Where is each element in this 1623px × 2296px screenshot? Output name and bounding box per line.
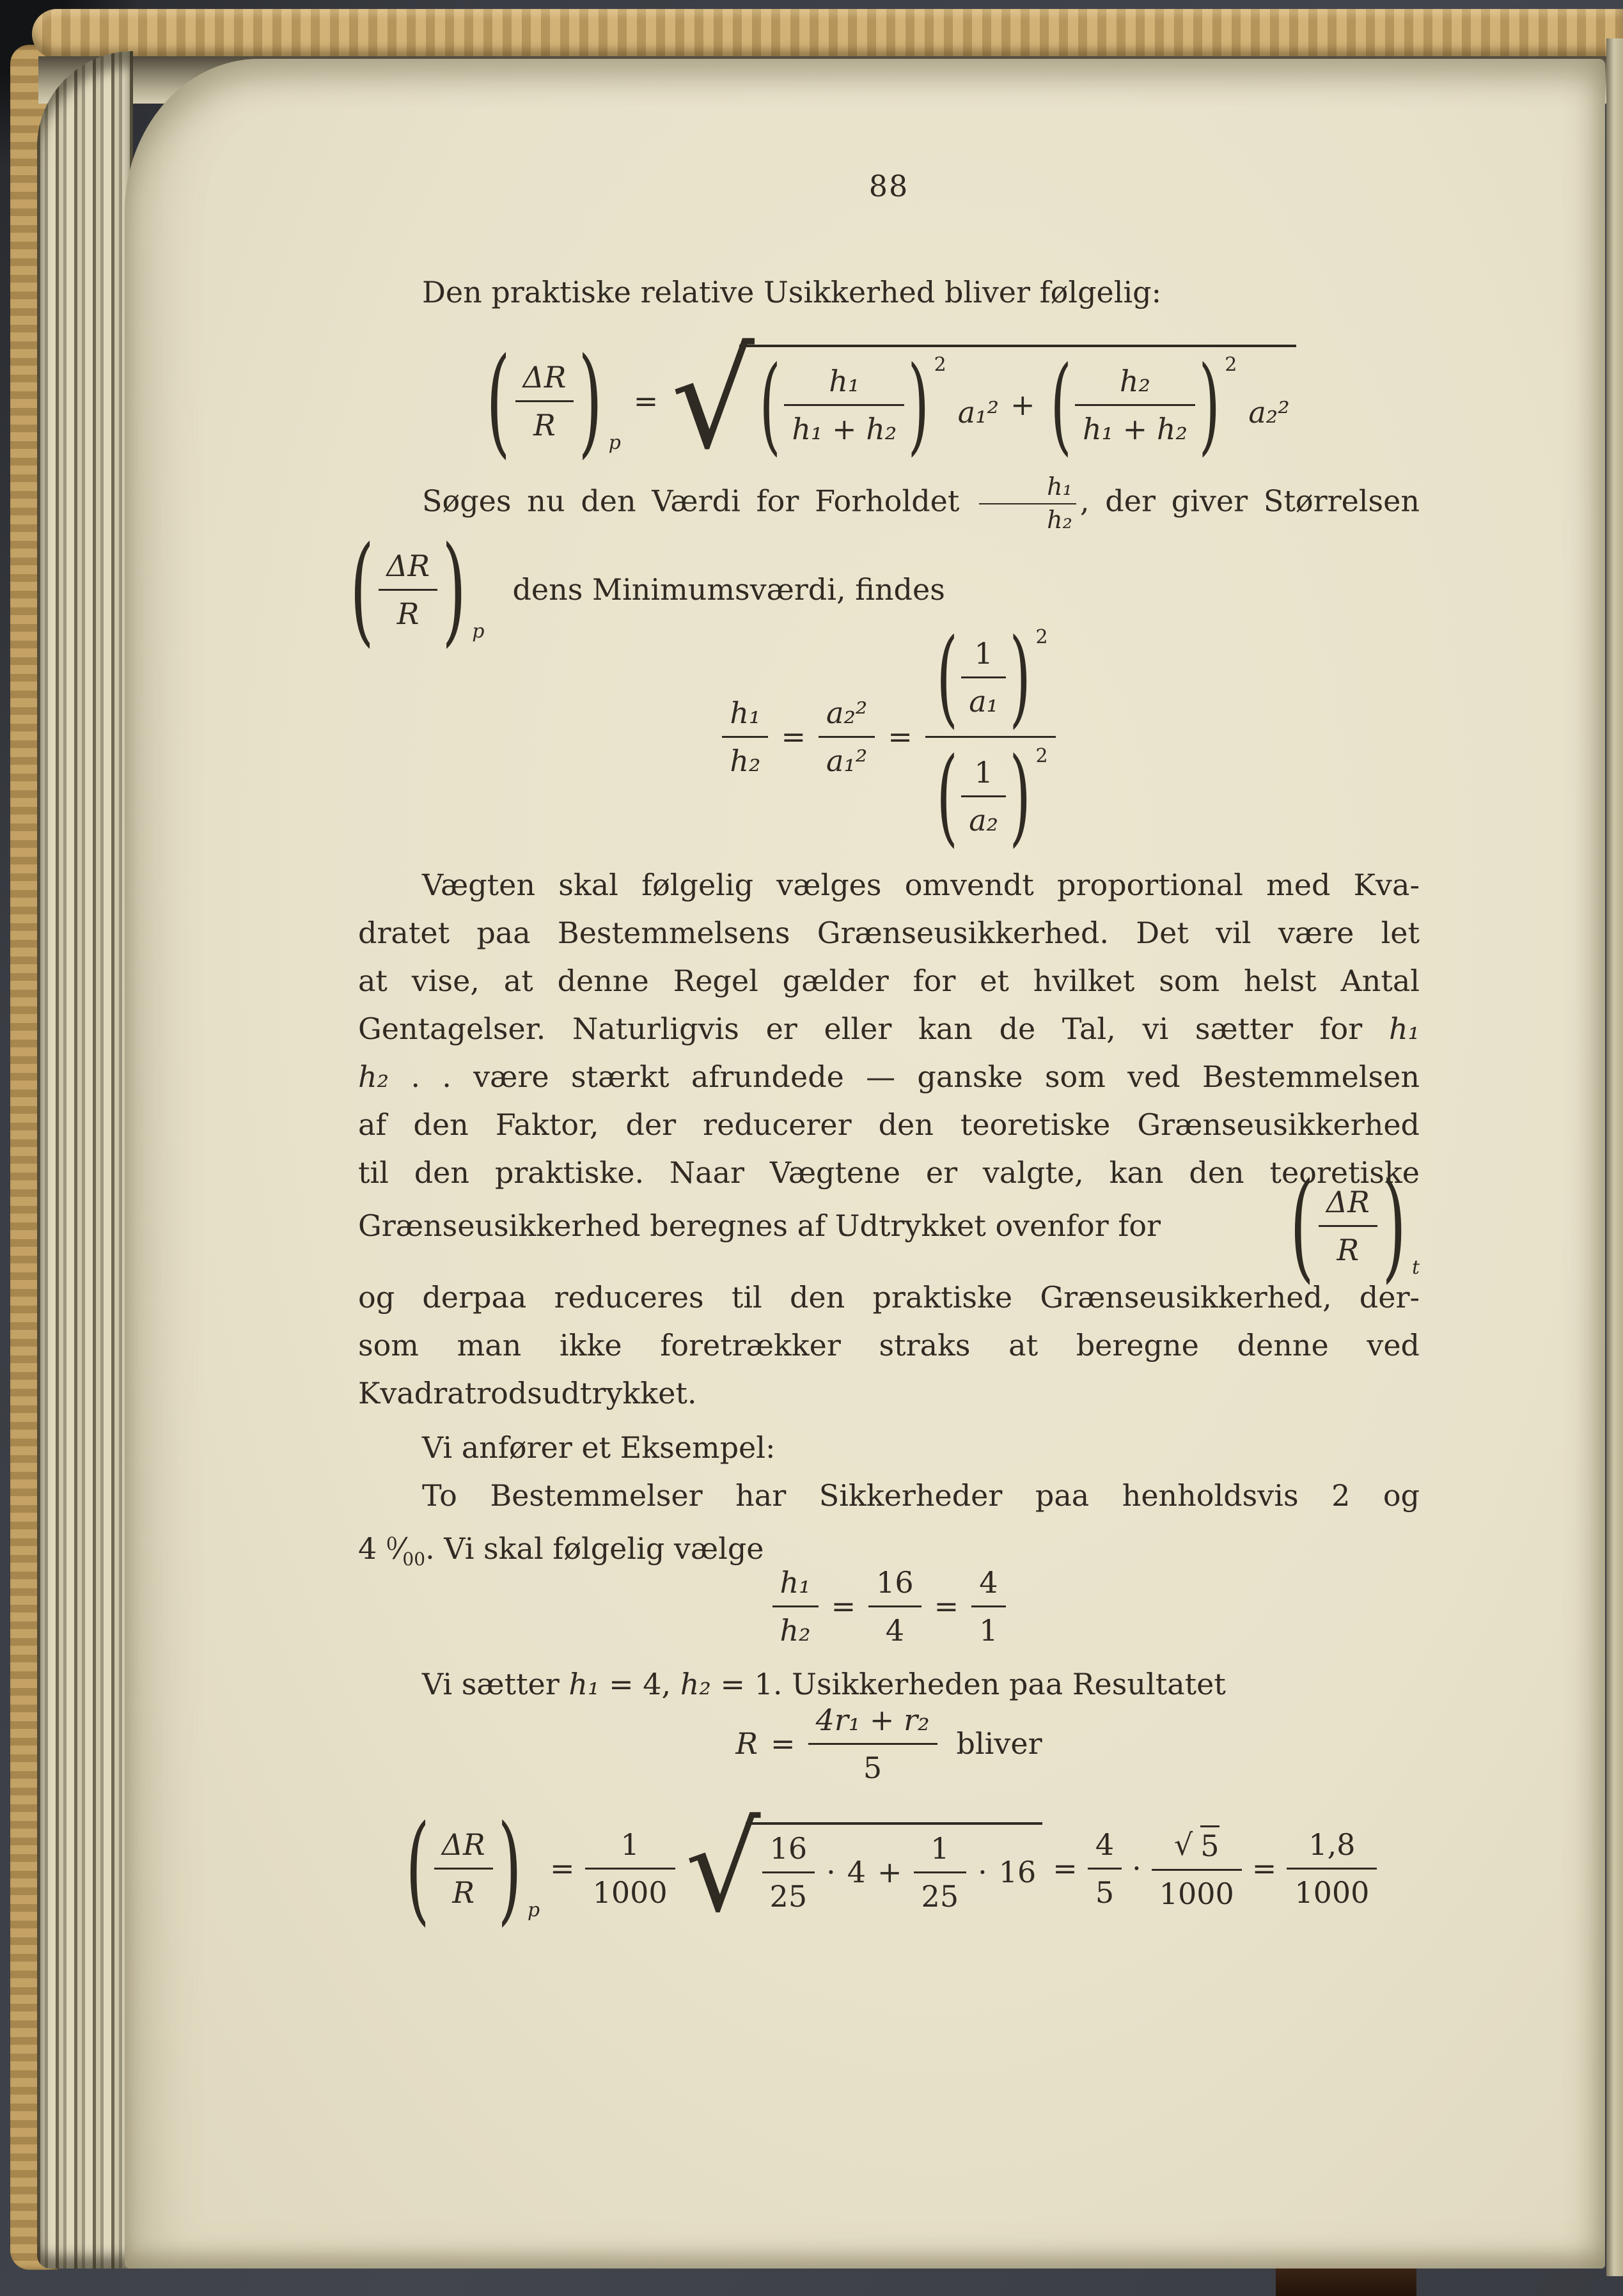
left-paren: ( [350,520,374,659]
variable-h1: h₁ [1388,1011,1420,1046]
minimum-value-text: dens Minimumsværdi, findes [512,572,945,607]
paragraph-line: Vægten skal følgelig vælges omvendt proportional med Kva- [422,868,1420,902]
denominator: 5 [1088,1868,1122,1911]
equals-sign: = [934,1589,959,1623]
denominator: R [434,1868,493,1911]
text-before-fraction: Søges nu den Værdi for Forholdet [422,483,960,519]
soges-line [358,472,1420,534]
left-paren: ( [759,343,781,466]
subscript-p: p [527,1898,540,1921]
text: Grænseusikkerhed beregnes af Udtrykket ovenfor for [358,1208,1161,1243]
variable-h1: h₁ [568,1667,600,1701]
numerator: h₁ [730,695,761,730]
variable-h2: h₂ [680,1667,711,1701]
paragraph-line: og derpaa reduceres til den praktiske Grænseusikkerhed, der- [358,1280,1420,1315]
left-paren: ( [486,331,511,470]
numerator: h₁ [780,1565,811,1600]
bliver-text: bliver [956,1726,1042,1761]
one-over-a2-group [933,734,1048,857]
numerator: a₂² [826,695,868,730]
denominator: h₁ + h₂ [1075,404,1195,448]
fraction-h1-h2 [722,694,768,779]
denominator: R [515,400,574,444]
variable-R: R [735,1726,758,1761]
dot-operator: · [1132,1851,1141,1886]
equals-sign: = [781,719,806,754]
fraction-16-4 [868,1564,921,1649]
fraction-a2sq-a1sq [819,694,875,779]
paragraph-line: af den Faktor, der reducerer den teoretiske Grænseusikkerhed [358,1107,1420,1142]
numerator: h₂ [1119,363,1150,398]
denominator: 25 [914,1871,967,1915]
right-paren: ) [578,331,603,470]
fraction-1-25 [914,1830,967,1915]
left-paren: ( [1290,1156,1314,1295]
radicand-5: 5 [1200,1825,1219,1863]
subscript-p: p [472,620,485,643]
main-paragraph-part1 [358,861,1420,1197]
text: . Vi skal følgelig vælge [425,1531,764,1566]
denominator: h₂ [722,736,768,779]
multiplier-16: 16 [998,1855,1037,1889]
numerator: ΔR [522,359,567,394]
equals-sign: = [831,1589,856,1623]
radical-icon: √ [671,323,755,478]
square-root [685,1797,1043,1939]
formula-weighted-mean [358,1696,1420,1792]
example-intro: Vi anfører et Eksempel: [422,1430,776,1465]
factor-a1sq: a₁² [957,395,1000,430]
numerator: 4 [979,1565,998,1600]
numerator: 1 [930,1831,950,1866]
delta-r-over-r-theoretical [1285,1156,1420,1295]
example-paragraph [358,1424,1420,1568]
radicand [739,343,1296,466]
denominator: a₁² [819,736,875,779]
fraction-dR-R [379,547,437,632]
paragraph-line: Kvadratrodsudtrykket. [358,1376,697,1410]
fraction-h1 [784,363,904,448]
left-paren: ( [405,1799,430,1937]
equals-sign: = [1251,1851,1277,1886]
permille-slash: ⁄ [397,1531,403,1566]
denominator: R [379,589,437,632]
fraction-dR-R [1319,1183,1377,1269]
numerator: ΔR [1326,1184,1370,1219]
paragraph-line: som man ikke foretrækker straks at beregne denne ved [358,1328,1420,1363]
formula-practical-uncertainty [358,323,1420,478]
main-paragraph-part2 [358,1274,1420,1417]
book-page [125,59,1605,2269]
fraction-dR-R [515,359,574,444]
fraction-1p8-1000 [1287,1826,1377,1911]
delta-r-over-r-group [401,1799,540,1937]
exponent: 2 [934,353,946,376]
inline-fraction-h1-h2 [979,473,1076,534]
variable-h2: h₂ [358,1059,389,1094]
left-paren: ( [936,615,958,738]
fraction-of-reciprocals [925,615,1056,857]
radicand [746,1822,1043,1915]
equals-sign: = [888,719,913,754]
numerator: 1 [974,754,993,790]
denominator: h₂ [979,503,1076,535]
fraction-1-1000 [585,1826,675,1911]
fraction-1-a2 [961,754,1006,839]
multiplier-4: 4 [847,1855,866,1889]
fraction-h1-h2 [772,1564,819,1649]
cover-corner [1276,2269,1416,2296]
numerator: 16 [876,1565,914,1600]
exponent: 2 [1035,744,1048,767]
subscript-p: p [608,431,621,454]
exponent: 2 [1225,353,1237,376]
right-paren: ) [442,520,466,659]
text: = 1. Usikkerheden paa Resultatet [720,1667,1226,1701]
equals-sign: = [550,1851,575,1886]
numerator: 4r₁ + r₂ [815,1702,930,1737]
soges-continued-line [345,520,1407,659]
denominator: h₁ + h₂ [784,404,904,448]
denominator: R [1319,1225,1377,1269]
one-over-a1-group [933,615,1048,738]
fraction-4-1 [971,1564,1005,1649]
delta-r-over-r-group [482,331,621,470]
fraction-dR-R [434,1826,493,1911]
page-stack-left [37,51,133,2269]
numerator: ΔR [386,548,430,583]
formula-final-result [358,1798,1420,1939]
fraction-4r1-r2-over-5 [808,1701,937,1786]
numerator: 1,8 [1308,1827,1356,1862]
radical-icon: √ [1173,1827,1193,1862]
term1-group [756,343,946,466]
denominator: 5 [808,1743,937,1786]
numerator: 4 [1095,1827,1115,1862]
dot-operator: · [978,1855,987,1889]
delta-r-over-r-group [345,520,485,659]
numerator: h₁ [1047,472,1072,501]
equals-sign: = [1053,1851,1078,1886]
text: Vi sætter [422,1667,560,1701]
intro-line: Den praktiske relative Usikkerhed bliver følgelig: [422,275,1162,309]
formula-weight-ratio [358,615,1420,857]
plus-sign: + [1010,387,1035,422]
fraction-h2 [1075,363,1195,448]
numerator: 1 [620,1827,639,1862]
denominator: h₂ [772,1605,819,1649]
permille-sub: 00 [402,1549,426,1570]
paragraph-line: til den praktiske. Naar Vægtene er valgte, kan den teoretiske [358,1155,1420,1190]
numerator-sqrt5 [1166,1824,1227,1869]
number: 4 [358,1531,377,1566]
numerator: 1 [974,636,993,671]
denominator: 25 [762,1871,815,1915]
dot-operator: · [826,1855,836,1889]
book-headband [32,9,1623,59]
denominator: a₁ [961,676,1006,720]
fraction-4-5 [1088,1826,1122,1911]
numerator-group [925,615,1056,738]
fraction-16-25 [762,1830,815,1915]
adjacent-page-edge [1606,38,1623,2276]
numerator: h₁ [829,363,860,398]
text: = 4, [609,1667,671,1701]
example-line: To Bestemmelser har Sikkerheder paa henholdsvis 2 og [422,1478,1420,1513]
left-paren: ( [936,734,958,857]
denominator: 1000 [1287,1868,1377,1911]
numerator: ΔR [441,1827,485,1862]
right-paren: ) [1009,734,1031,857]
equals-sign: = [771,1726,796,1761]
plus-sign: + [877,1855,902,1889]
radical-icon: √ [685,1797,761,1939]
right-paren: ) [907,343,930,466]
left-paren: ( [1050,343,1072,466]
numerator: 16 [769,1831,808,1866]
text: Gentagelser. Naturligvis er eller kan de Tal, vi sætter for [358,1011,1363,1046]
page-number: 88 [868,169,909,203]
paragraph-line [358,1053,1420,1101]
paragraph-line: dratet paa Bestemmelsens Grænseusikkerhed. Det vil være let [358,916,1420,950]
denominator: a₂ [961,795,1006,839]
permille-sup: 0 [386,1533,398,1554]
paragraph-line-with-formula [358,1156,1420,1295]
text-after-fraction: , der giver Størrelsen [1079,483,1420,519]
example-permille-line [358,1520,1420,1568]
denominator-group [925,734,1056,857]
right-paren: ) [1009,615,1031,738]
subscript-t: t [1411,1256,1420,1279]
paragraph-line [358,1005,1420,1053]
denominator: 1000 [1152,1869,1242,1912]
fraction-sqrt5-1000 [1152,1824,1242,1912]
text: . . være stærkt afrundede — ganske som ved Bestemmelsen [411,1059,1420,1094]
formula-ratio-example [358,1561,1420,1651]
fraction-1-a1 [961,635,1006,720]
denominator: 1 [971,1605,1005,1649]
term2-group [1047,343,1237,466]
square-root [671,323,1296,478]
factor-a2sq: a₂² [1248,395,1290,430]
right-paren: ) [1382,1156,1406,1295]
exponent: 2 [1035,625,1048,648]
paragraph-line: at vise, at denne Regel gælder for et hvilket som helst Antal [358,964,1420,998]
denominator: 4 [868,1605,921,1649]
right-paren: ) [1198,343,1220,466]
equals-sign: = [633,384,659,418]
right-paren: ) [497,1799,522,1937]
denominator: 1000 [585,1868,675,1911]
